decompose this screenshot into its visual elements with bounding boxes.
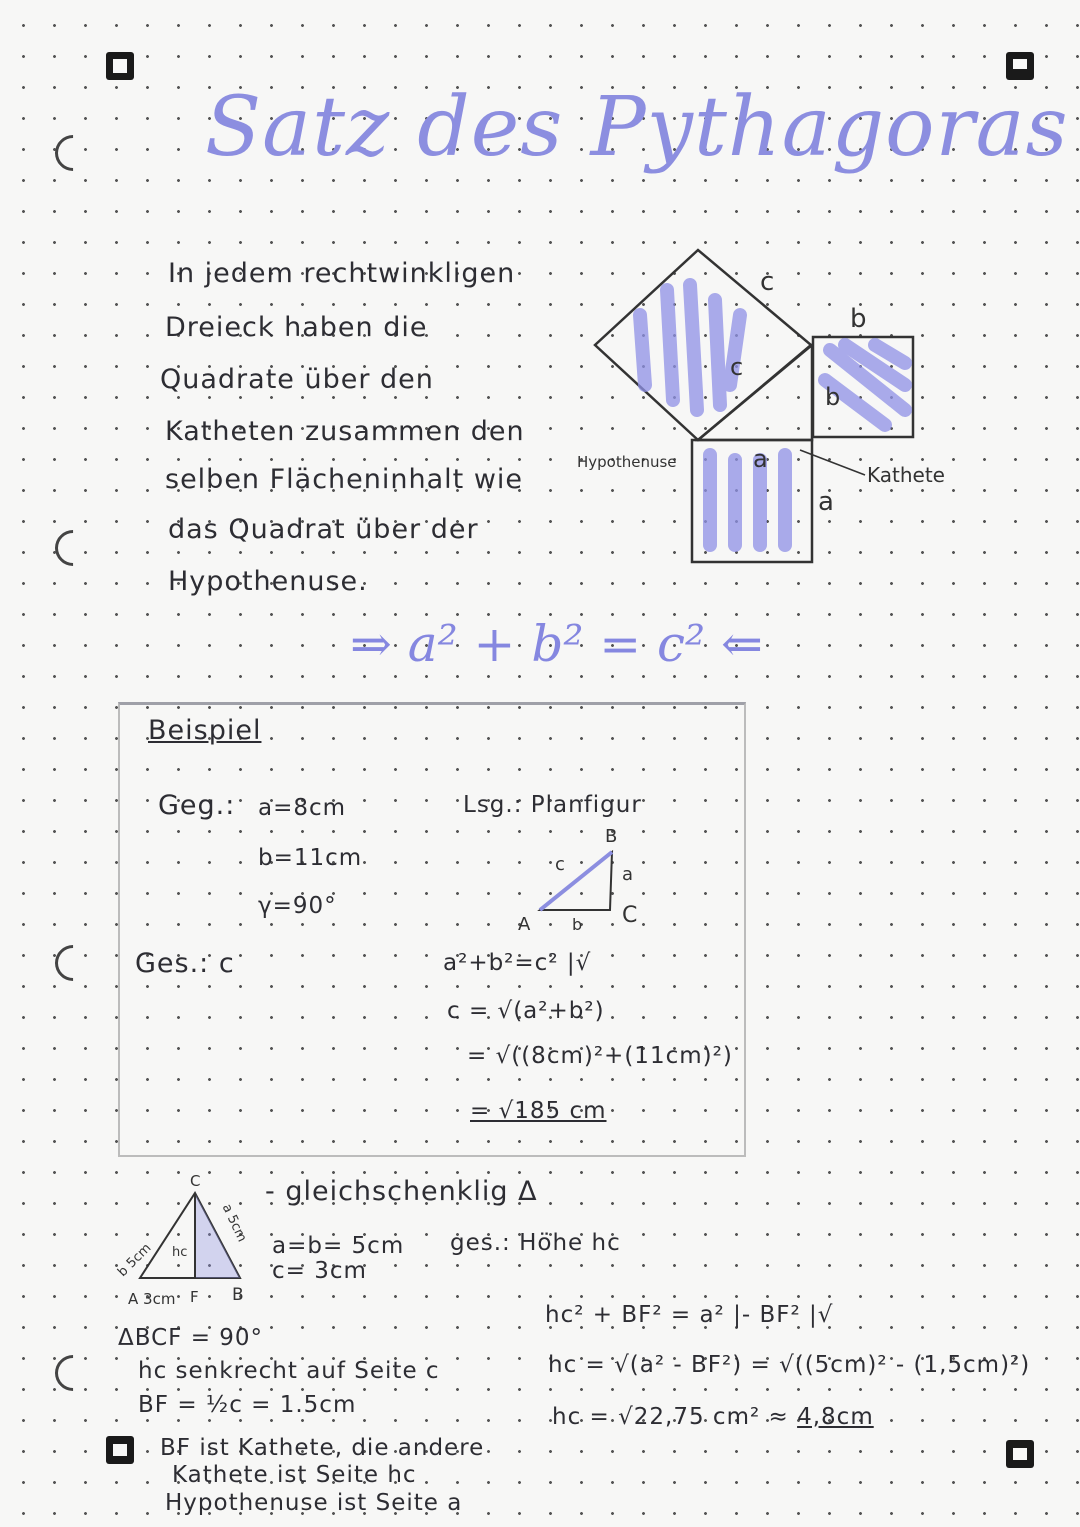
solution-step: = √((8cm)²+(11cm)²) <box>467 1043 733 1069</box>
binder-ring-mark <box>48 938 99 989</box>
solution-result: = √185 cm <box>470 1098 607 1124</box>
isosceles-step: hc = √22,75 cm² ≈ 4,8cm <box>552 1404 874 1430</box>
definition-line: Dreieck haben die <box>165 312 428 343</box>
solution-label: Lsg.: Planfigur <box>463 792 642 818</box>
definition-line: Hypothenuse. <box>168 566 368 597</box>
label-a: a <box>818 487 834 517</box>
isosceles-step: hc² + BF² = a² |- BF² |√ <box>545 1302 834 1328</box>
label-b-inner: b <box>825 383 841 411</box>
svg-text:B: B <box>232 1285 244 1305</box>
corner-mark-top-right <box>1006 52 1034 80</box>
isosceles-result: 4,8cm <box>797 1404 874 1430</box>
given-value: γ=90° <box>258 893 337 919</box>
binder-ring-mark <box>48 128 99 179</box>
corner-mark-bottom-right <box>1006 1440 1034 1468</box>
example-heading: Beispiel <box>148 715 262 746</box>
sought-label: Ges.: c <box>135 948 235 979</box>
label-a-inner: a <box>753 445 768 473</box>
isosceles-step: hc = √(a² - BF²) = √((5cm)² - (1,5cm)²) <box>548 1352 1031 1378</box>
given-value: a=8cm <box>258 795 347 821</box>
definition-line: Quadrate über den <box>160 364 434 395</box>
svg-text:F: F <box>190 1288 199 1306</box>
given-value: b=11cm <box>258 845 363 871</box>
svg-text:b: b <box>572 915 583 932</box>
corner-mark-top-left <box>106 52 134 80</box>
svg-text:C: C <box>190 1172 201 1190</box>
binder-ring-mark <box>48 1348 99 1399</box>
corner-mark-bottom-left <box>106 1436 134 1464</box>
svg-text:a 5cm: a 5cm <box>218 1201 250 1245</box>
isosceles-heading: - gleichschenklig Δ <box>265 1176 538 1207</box>
svg-text:a: a <box>622 864 634 885</box>
svg-text:b 5cm: b 5cm <box>115 1240 155 1280</box>
svg-text:A: A <box>518 914 531 932</box>
isosceles-note: hc senkrecht auf Seite c <box>138 1358 440 1384</box>
definition-line: Katheten zusammen den <box>165 416 525 447</box>
svg-text:hc: hc <box>172 1245 188 1260</box>
plan-figure <box>510 822 660 932</box>
definition-line: selben Flächeninhalt wie <box>165 464 524 495</box>
isosceles-given: a=b= 5cm <box>272 1233 405 1259</box>
isosceles-bullet: Hypothenuse ist Seite a <box>165 1490 463 1516</box>
label-b: b <box>850 304 867 334</box>
binder-ring-mark <box>48 523 99 574</box>
label-c: c <box>760 267 775 297</box>
svg-text:A 3cm: A 3cm <box>128 1290 176 1308</box>
pythagoras-formula: ⇒ a² + b² = c² ⇐ <box>350 615 763 673</box>
isosceles-triangle-figure <box>110 1168 270 1318</box>
isosceles-bullet: Kathete ist Seite hc <box>172 1462 417 1488</box>
isosceles-note: BF = ½c = 1.5cm <box>138 1392 357 1418</box>
given-label: Geg.: <box>158 790 236 821</box>
label-kathete: Kathete <box>867 463 945 487</box>
label-c-inner: c <box>730 353 744 381</box>
definition-line: das Quadrat über der <box>168 514 479 545</box>
definition-line: In jedem rechtwinkligen <box>168 258 516 289</box>
svg-text:c: c <box>555 854 565 875</box>
svg-text:C: C <box>622 903 638 928</box>
isosceles-bullet: BF ist Kathete, die andere <box>160 1435 485 1461</box>
page-title: Satz des Pythagoras <box>205 80 1069 175</box>
solution-step: a²+b²=c² |√ <box>443 950 592 976</box>
isosceles-given: c= 3cm <box>272 1258 367 1284</box>
solution-step: c = √(a²+b²) <box>447 998 605 1024</box>
label-hypothenuse: Hypothenuse <box>577 453 677 471</box>
isosceles-sought: ges.: Höhe hc <box>450 1230 621 1256</box>
pythagoras-diagram <box>575 245 995 575</box>
isosceles-note: ΔBCF = 90° <box>118 1325 264 1351</box>
svg-text:B: B <box>605 826 618 847</box>
